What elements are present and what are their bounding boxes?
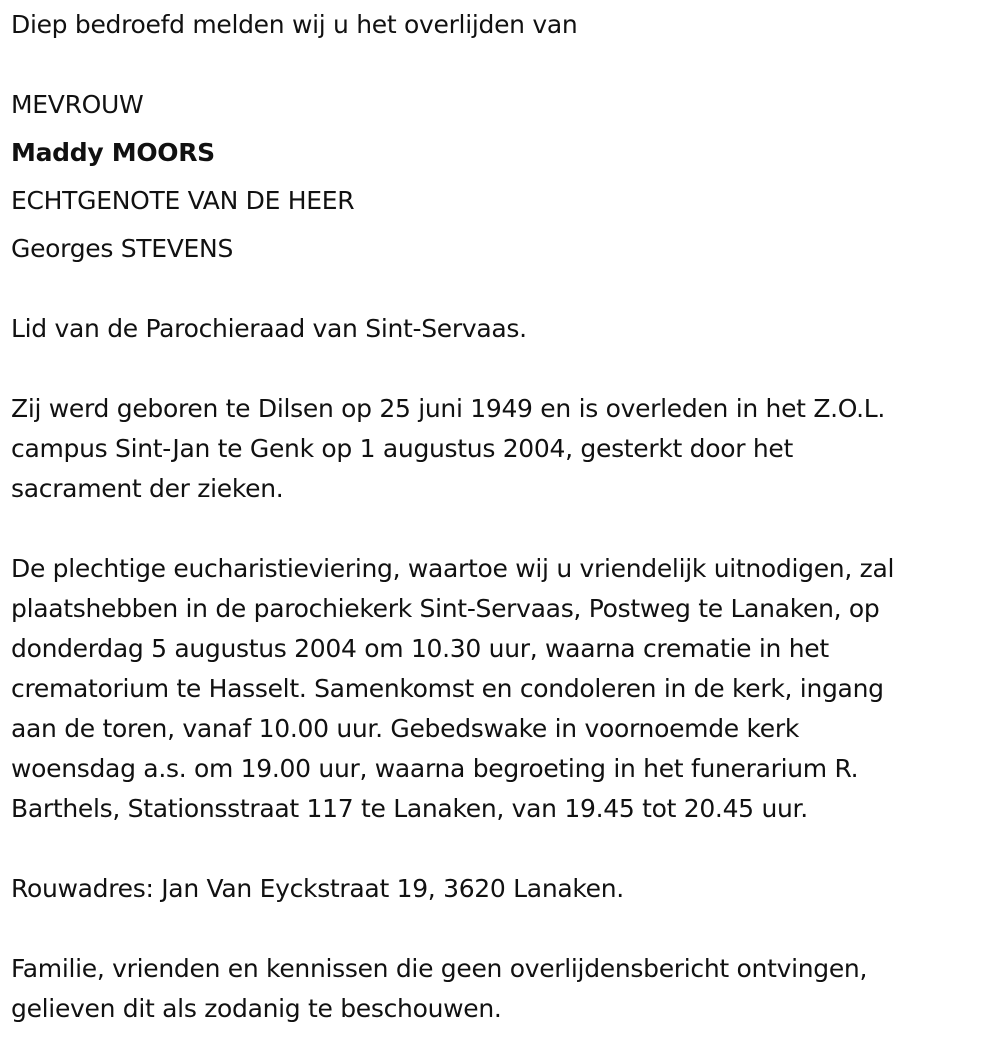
spouse-name: Georges STEVENS	[11, 234, 234, 263]
spouse-title: ECHTGENOTE VAN DE HEER	[11, 186, 355, 215]
closing-line: gelieven dit als zodanig te beschouwen.	[11, 994, 502, 1023]
birth-death-line: Zij werd geboren te Dilsen op 25 juni 1949 en is overleden in het Z.O.L.	[11, 394, 886, 423]
intro-text: Diep bedroefd melden wij u het overlijden van	[11, 10, 578, 39]
birth-death-line: campus Sint-Jan te Genk op 1 augustus 2004, gesterkt door het	[11, 434, 793, 463]
deceased-name: Maddy MOORS	[11, 138, 215, 167]
membership-text: Lid van de Parochieraad van Sint-Servaas.	[11, 314, 527, 343]
birth-death-line: sacrament der zieken.	[11, 474, 284, 503]
closing-line: Familie, vrienden en kennissen die geen overlijdensbericht ontvingen,	[11, 954, 868, 983]
ceremony-line: aan de toren, vanaf 10.00 uur. Gebedswake in voornoemde kerk	[11, 714, 800, 743]
ceremony-line: donderdag 5 augustus 2004 om 10.30 uur, waarna crematie in het	[11, 634, 829, 663]
ceremony-line: crematorium te Hasselt. Samenkomst en condoleren in de kerk, ingang	[11, 674, 884, 703]
mourning-address: Rouwadres: Jan Van Eyckstraat 19, 3620 Lanaken.	[11, 874, 624, 903]
ceremony-line: woensdag a.s. om 19.00 uur, waarna begroeting in het funerarium R.	[11, 754, 859, 783]
ceremony-line: plaatshebben in de parochiekerk Sint-Servaas, Postweg te Lanaken, op	[11, 594, 880, 623]
ceremony-line: Barthels, Stationsstraat 117 te Lanaken, van 19.45 tot 20.45 uur.	[11, 794, 808, 823]
ceremony-line: De plechtige eucharistieviering, waartoe wij u vriendelijk uitnodigen, zal	[11, 554, 895, 583]
salutation: MEVROUW	[11, 90, 144, 119]
